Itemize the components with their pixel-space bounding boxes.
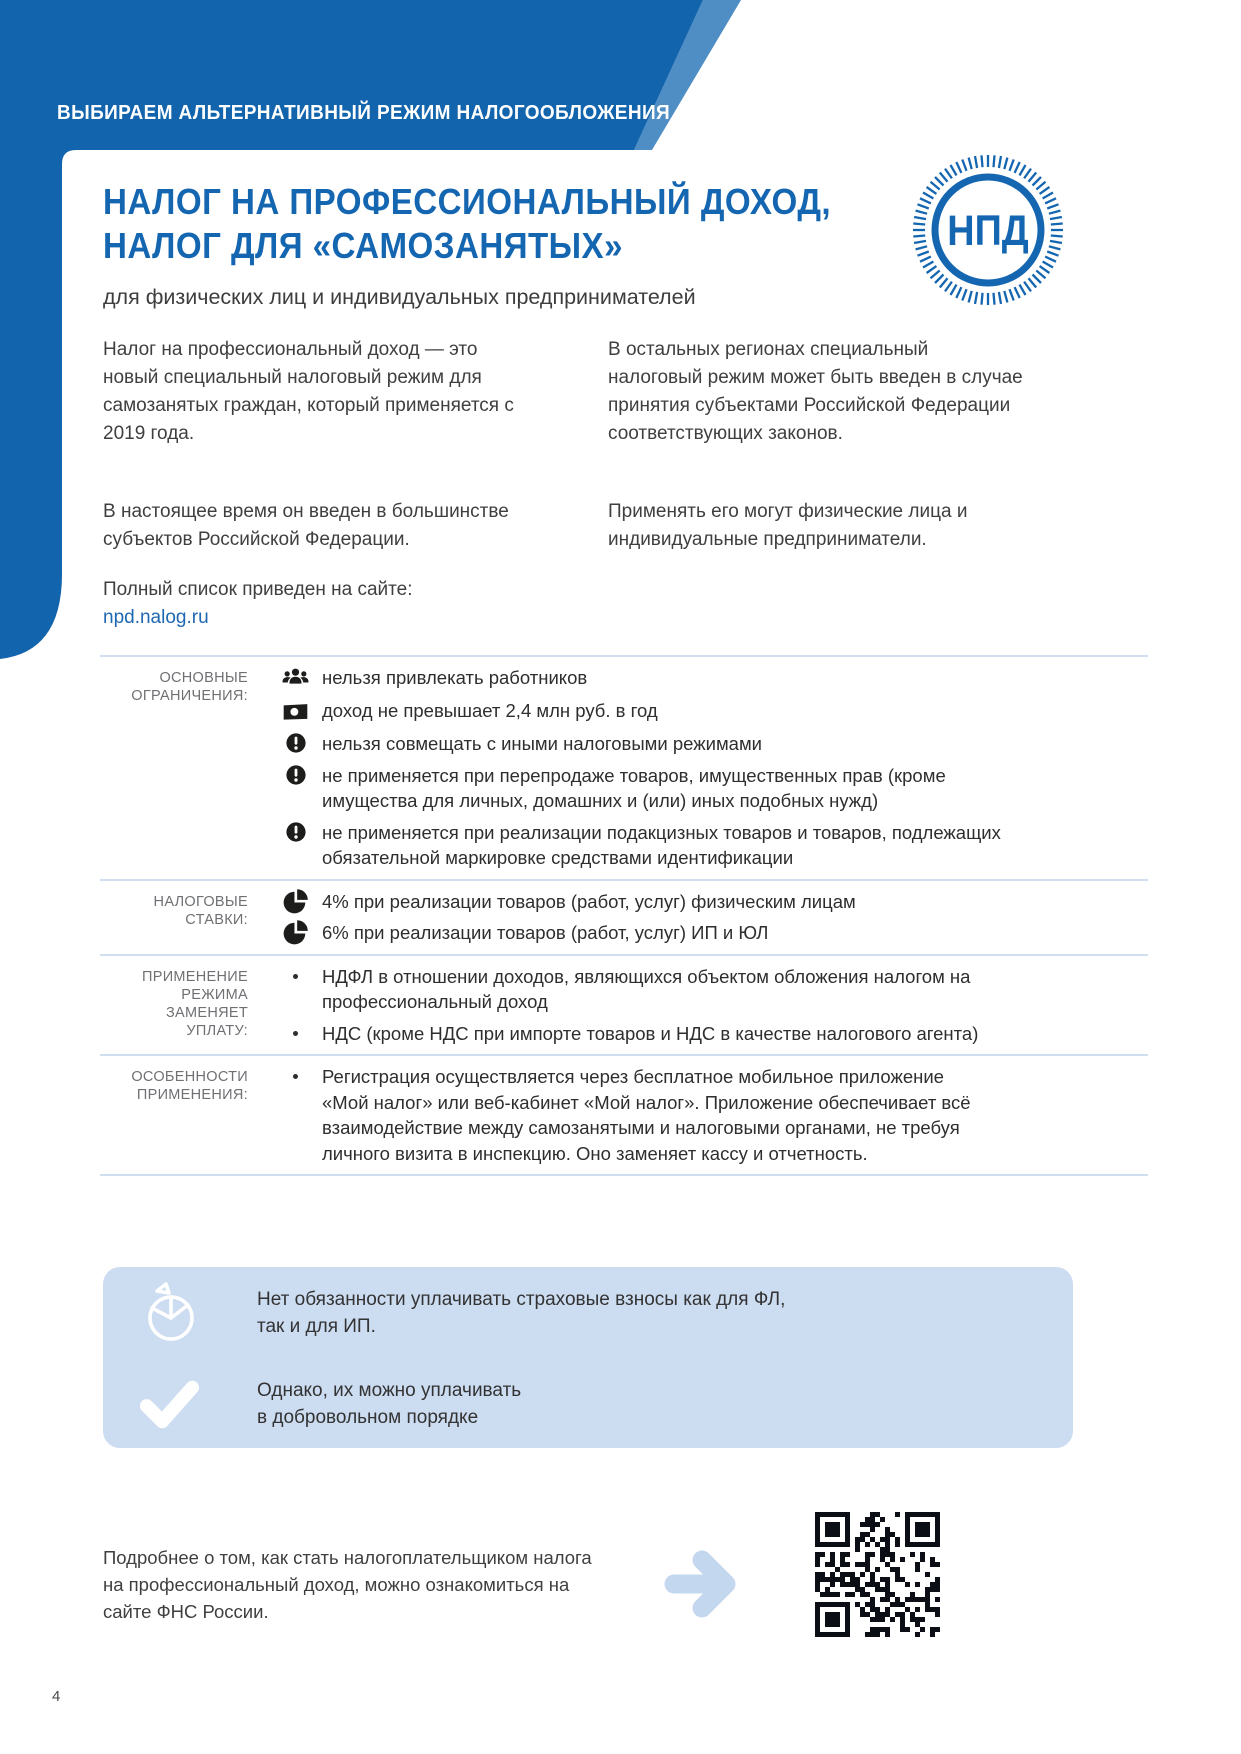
item-text: Регистрация осуществляется через бесплатное мобильное приложение «Мой налог» или веб-кабинет «Мой налог». Приложение обеспечивает всё взаимодействие между самозанятыми и налоговыми органами, не требуя личного визита в инспекцию. Оно заменяет кассу и отчетность. — [322, 1066, 971, 1164]
row-label: НАЛОГОВЫЕ СТАВКИ: — [153, 893, 248, 928]
intro-left-paragraphs — [103, 336, 583, 554]
table-item — [282, 763, 1148, 814]
row-content — [282, 665, 1148, 871]
intro-paragraph: Налог на профессиональный доход — это новый специальный налоговый режим для самозанятых граждан, который применяется с 2019 года. — [103, 339, 514, 444]
users-icon — [282, 665, 309, 692]
item-text: нельзя привлекать работников — [322, 667, 588, 688]
item-text: доход не превышает 2,4 млн руб. в год — [322, 700, 658, 721]
exclamation-icon — [282, 820, 309, 844]
item-text: 4% при реализации товаров (работ, услуг) физическим лицам — [322, 890, 856, 912]
footer-note: Подробнее о том, как стать налогоплательщиком налога на профессиональный доход, можно ознакомиться на сайте ФНС России. — [103, 1547, 592, 1622]
pie-icon — [282, 889, 309, 914]
exclamation-icon — [282, 731, 309, 755]
badge-label: НПД — [947, 205, 1029, 255]
intro-right-paragraphs — [608, 336, 1088, 554]
page-title-line1: НАЛОГ НА ПРОФЕССИОНАЛЬНЫЙ ДОХОД, — [103, 181, 832, 222]
info-table — [100, 655, 1148, 1176]
right-arrow-icon — [658, 1538, 748, 1628]
callout-text: Нет обязанности уплачивать страховые взносы как для ФЛ, так и для ИП. — [257, 1288, 786, 1337]
table-row — [100, 655, 1148, 879]
table-item — [282, 920, 1148, 946]
table-row — [100, 1054, 1148, 1176]
row-label: ОСОБЕННОСТИ ПРИМЕНЕНИЯ: — [131, 1069, 248, 1103]
row-content — [282, 889, 1148, 946]
site-label: Полный список приведен на сайте: — [103, 579, 413, 600]
item-text: не применяется при реализации подакцизных товаров и товаров, подлежащих обязательной маркировке средствами идентификации — [322, 821, 1001, 868]
table-item — [282, 1021, 1148, 1047]
page-title-line2: НАЛОГ ДЛЯ «САМОЗАНЯТЫХ» — [103, 225, 623, 266]
row-content — [282, 964, 1148, 1047]
npd-site-link[interactable]: npd.nalog.ru — [103, 607, 209, 628]
title-block — [103, 180, 863, 310]
bullet-icon — [282, 964, 309, 979]
item-text: 6% при реализации товаров (работ, услуг) ИП и ЮЛ — [322, 922, 769, 943]
check-icon — [137, 1373, 201, 1435]
table-item — [282, 1064, 1148, 1166]
row-label: ПРИМЕНЕНИЕ РЕЖИМА ЗАМЕНЯЕТ УПЛАТУ: — [142, 968, 248, 1039]
item-text: НДС (кроме НДС при импорте товаров и НДС в качестве налогового агента) — [322, 1022, 979, 1044]
bullet-icon — [282, 1021, 309, 1036]
intro-left-column — [103, 336, 583, 632]
item-text: НДФЛ в отношении доходов, являющихся объектом обложения налогом на профессиональный доход — [322, 965, 971, 1012]
page-number: 4 — [52, 1688, 61, 1705]
table-item — [282, 665, 1148, 692]
qr-code — [815, 1512, 940, 1637]
npd-badge — [908, 150, 1068, 310]
callout-item — [103, 1373, 1073, 1435]
bullet-icon — [282, 1064, 309, 1079]
callout-item — [103, 1281, 1073, 1345]
intro-paragraph: В настоящее время он введен в большинстве субъектов Российской Федерации. — [103, 501, 509, 550]
table-row — [100, 879, 1148, 954]
item-text: не применяется при перепродаже товаров, имущественных прав (кроме имущества для личных, домашних и (или) иных подобных нужд) — [322, 764, 946, 811]
banknote-icon — [282, 698, 309, 725]
intro-paragraph: Применять его могут физические лица и индивидуальные предприниматели. — [608, 501, 968, 550]
row-content — [282, 1064, 1148, 1166]
header-banner: ВЫБИРАЕМ АЛЬТЕРНАТИВНЫЙ РЕЖИМ НАЛОГООБЛОЖЕНИЯ — [57, 102, 671, 124]
table-item — [282, 889, 1148, 915]
intro-right-column — [608, 336, 1088, 554]
table-item — [282, 964, 1148, 1015]
pie-icon — [282, 920, 309, 945]
intro-paragraph: В остальных регионах специальный налоговый режим может быть введен в случае принятия субъектами Российской Федерации соответствующих законов. — [608, 339, 1023, 444]
site-line — [103, 576, 583, 632]
table-item — [282, 731, 1148, 757]
table-item — [282, 698, 1148, 725]
item-text: нельзя совмещать с иными налоговыми режимами — [322, 733, 763, 754]
page-subtitle: для физических лиц и индивидуальных предпринимателей — [103, 285, 696, 309]
table-item — [282, 820, 1148, 871]
callout-box — [103, 1267, 1073, 1448]
callout-text: Однако, их можно уплачивать в добровольном порядке — [257, 1379, 522, 1428]
pie-chart-icon — [137, 1281, 201, 1345]
table-row — [100, 954, 1148, 1055]
row-label: ОСНОВНЫЕ ОГРАНИЧЕНИЯ: — [131, 670, 248, 704]
exclamation-icon — [282, 763, 309, 787]
